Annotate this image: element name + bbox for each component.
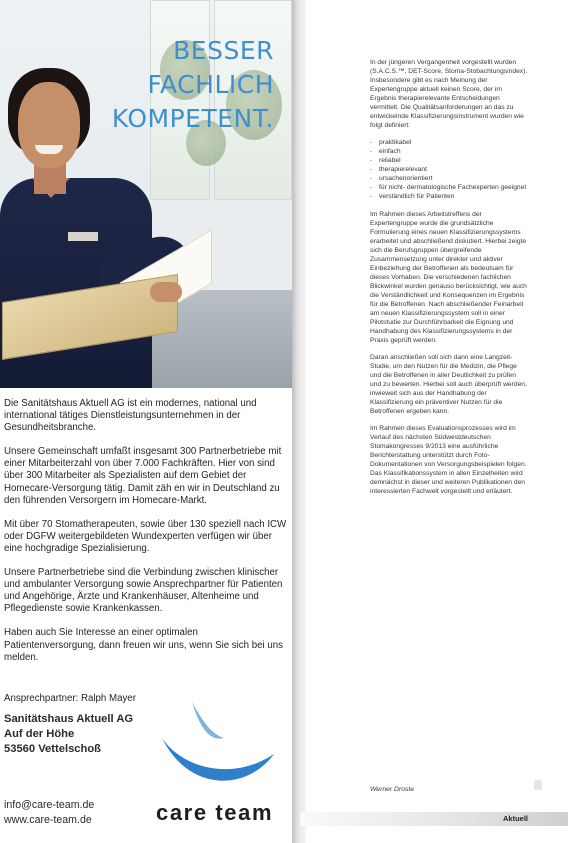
- company-street: Auf der Höhe: [4, 728, 75, 740]
- care-team-logo-text: care team: [156, 800, 274, 825]
- company-address: [4, 712, 133, 757]
- article-paragraph: Im Rahmen dieses Arbeitstreffens der Expertengruppe wurde die grundsätzliche Formulierung eines neuen Klassifizierungssystems erarbeitet und abschließend diskutiert. Hierbei zeigte sich die Berufsgruppen übergreifende Zusammensetzung unter direkter und aktiver Einbeziehung der Betroffenen als bedeutsam für dieses Vorhaben. Die verschiedenen fachlichen Blickwinkel wurden genauso berücksichtigt, wie auch die Verständlichkeit und Konsequenzen im Ergebnis für die Betroffenen. Nach abschließender Feinarbeit am neuen Klassifizierungssystem soll in einer Pilotstudie zur Durchführbarkeit die Eignung und Handhabung des Klassifizierungssystems in der Praxis geprüft werden.: [370, 211, 527, 344]
- ad-paragraph: Haben auch Sie Interesse an einer optimalen Patientenversorgung, dann freuen wir uns, wenn Sie sich bei uns melden.: [4, 627, 283, 663]
- page-gutter: [292, 0, 306, 843]
- ad-paragraph: Unsere Gemeinschaft umfaßt insgesamt 300 Partnerbetriebe mit einer Mitarbeiterzahl von über 7.000 Fachkräften. Hier von sind über 300 Mitarbeiter als Spezialisten auf dem Gebiet der Homecare-Versorgung tätig. Damit zäh en wir in Deutschland zu den führenden Versorgern im Homecare-Markt.: [4, 446, 282, 506]
- footer-label: Aktuell: [503, 814, 529, 823]
- contact-links: [4, 798, 94, 828]
- contact-person: Ansprechpartner: Ralph Mayer: [4, 693, 136, 704]
- article-paragraph: In der jüngeren Vergangenheit vorgestellt wurden (S.A.C.S.™, DET-Score, Stoma-Stobachtungsindex). Insbesondere gibt es nach Meinung der Expertengruppe aktuell keinen Score, der im Ergebnis therapierelevante Entscheidungen vermittelt. Die Qualitätsanforderungen an das zu entwickelnde Klassifizierungsinstrument wurden wie folgt definiert:: [370, 59, 528, 129]
- headline-line-1: BESSER: [173, 36, 274, 65]
- ad-paragraph: Mit über 70 Stomatherapeuten, sowie über 130 speziell nach ICW oder DGFW weitergebildeten Wundexperten verfügen wir über eine hochgradige Spezialisierung.: [4, 518, 287, 554]
- ad-paragraph: Die Sanitätshaus Aktuell AG ist ein modernes, national und international tätiges Dienstleistungsunternehmen in der Gesundheitsbranche.: [4, 398, 257, 434]
- ad-body-text: [4, 398, 288, 676]
- list-item: - reliabel: [370, 156, 528, 165]
- email-link[interactable]: info@care-team.de: [4, 799, 95, 811]
- article-author: Werner Droste: [370, 786, 415, 793]
- page-mark: [534, 780, 542, 790]
- name-badge: [68, 232, 98, 241]
- ad-paragraph: Unsere Partnerbetriebe sind die Verbindung zwischen klinischer und ambulanter Versorgung sowie Ansprechpartner für Patienten und Angehörige, Ärzte und Krankenhäuser, Altenheime und Pflegedienste sowie Krankenkassen.: [4, 567, 283, 615]
- company-name: Sanitätshaus Aktuell AG: [4, 713, 134, 725]
- headline-line-3: KOMPETENT.: [111, 104, 274, 133]
- article-paragraph: Daran anschließen soll sich dann eine Langzeit-Studie, um den Nutzen für die Medizin, die Pflege und die Betroffenen in aller Deutlichkeit zu prüfen und zu bewerten. Hierbei soll auch überprüft werden, inwieweit sich aus der Handhabung der Klassifizierung ein präventiver Nutzen für die Betroffenen ergeben kann.: [370, 354, 527, 415]
- ad-headline: [112, 34, 274, 136]
- website-link[interactable]: www.care-team.de: [4, 814, 92, 826]
- article-column: [370, 58, 528, 504]
- list-item: - einfach: [370, 147, 528, 156]
- list-item: - für nicht- dermatologische Fachexperten geeignet: [370, 183, 528, 192]
- headline-line-2: FACHLICH: [147, 70, 274, 99]
- list-item: - therapierelevant: [370, 165, 528, 174]
- article-paragraph: Im Rahmen dieses Evaluationsprozesses wird im Verlauf des nächsten Südwestdeutschen Stomakongresses 9/2013 eine ausführliche Berichterstattung unterstützt durch Foto-Dokumentationen von Versorgungsbeispielen folgen. Das Klassifikationssystem in allen Einzelheiten wird demnächst in dieser und weiteren Publikationen den interessierten Fachwelt vorgestellt und erläutert.: [370, 425, 527, 495]
- list-item: - praktikabel: [370, 138, 528, 147]
- list-item: - ursachenorientiert: [370, 174, 528, 183]
- care-team-logo-icon: [152, 698, 282, 794]
- company-city: 53560 Vettelschoß: [4, 743, 102, 755]
- nurse-photo: [0, 0, 292, 388]
- criteria-list: [370, 138, 528, 201]
- list-item: - verständlich für Patienten: [370, 192, 528, 201]
